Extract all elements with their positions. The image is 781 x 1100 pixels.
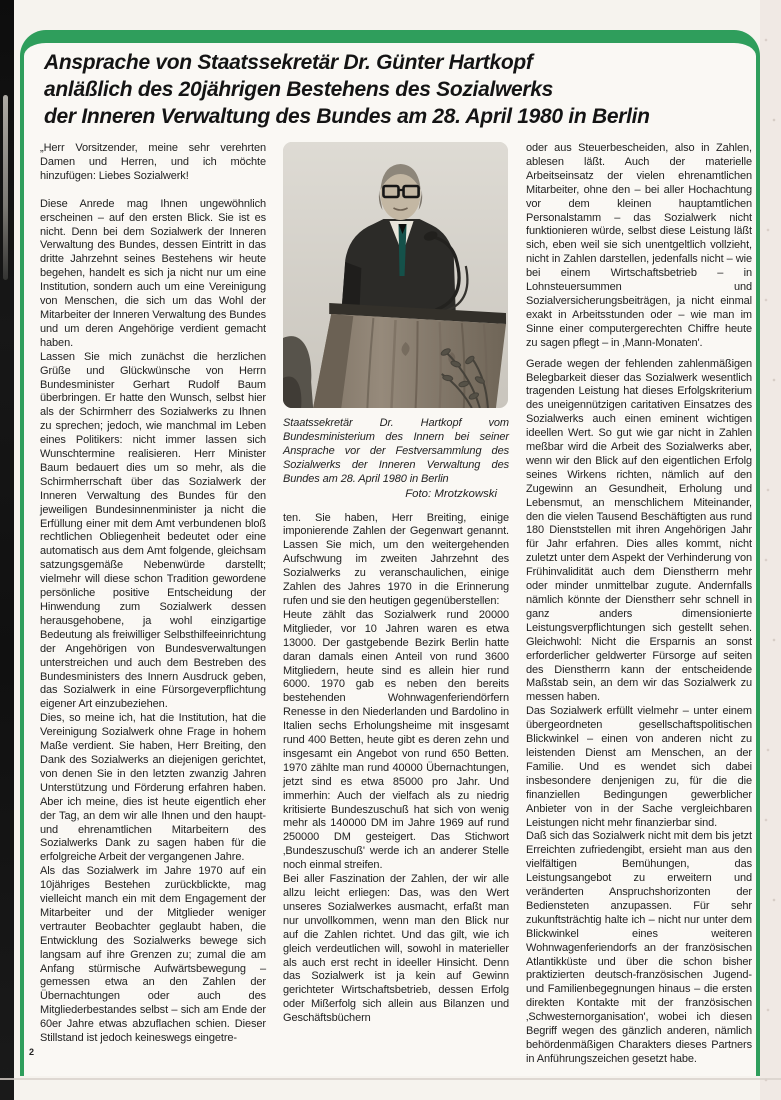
- article-paragraph: Dies, so meine ich, hat die Institution, hat die Vereinigung Sozialwerk ohne Frage in hohem Maße verdient. Sie haben, Herr Breiting, den Dank des Sozialwerks an diejenigen gerichtet, von denen Sie in den letzten zwanzig Jahren Unterstützung und Förderung erfahren haben. Aber ich meine, dies ist heute eigentlich eher der Tag, an dem wir alle Ihnen und den haupt- und ehrenamtlichen Mitarbeitern des Sozialwerks Dank zu sagen haben für die erfolgreiche Arbeit der vergangenen Jahre.: [40, 712, 266, 864]
- scan-right-margin: [760, 0, 781, 1100]
- page-title: [44, 49, 704, 130]
- speaker-photo-illustration: [283, 142, 508, 408]
- page-number: 2: [29, 1047, 35, 1057]
- article-paragraph: oder aus Steuerbescheiden, also in Zahlen, ablesen läßt. Auch der materielle Arbeitseinsatz der vielen ehrenamtlichen Mitarbeiter, ohne den – bei aller Hochachtung vor dem kleinen hauptamtlichen Personalstamm – das Sozialwerk nicht funktionieren würde, selbst diese Leistung läßt sich, eben weil sie sich unentgeltlich vollzieht, nicht in Zahlen darstellen, jedenfalls nicht – wie bei einem Wirtschaftsbetrieb – in Lohnsteuersummen und Sozialversicherungsbeiträgen, ja nicht einmal exakt in Arbeitsstunden oder – wie man im Sinne einer computergerechten Chiffre heute zu sagen pflegt – in ‚Mann-Monaten'.: [526, 142, 752, 349]
- article-paragraph: „Herr Vorsitzender, meine sehr verehrten Damen und Herren, und ich möchte hinzufügen: Liebes Sozialwerk!: [40, 142, 266, 182]
- photo-caption: Staatssekretär Dr. Hartkopf vom Bundesministerium des Innern bei seiner Ansprache vor der Festversammlung des Sozialwerks der Inneren Verwaltung des Bundes am 28. April 1980 in Berlin: [283, 417, 509, 485]
- article-paragraph: Diese Anrede mag Ihnen ungewöhnlich erscheinen – auf den ersten Blick. Sie ist es nicht. Denn bei dem Sozialwerk der Inneren Verwaltung des Bundes, dessen Eintritt in das dritte Jahrzehnt seines Bestehens wir heute begehen, handelt es sich ja nicht nur um eine Institution, sondern auch um eine Vereinigung von Menschen, die sich um das Wohl der Mitarbeiter der Inneren Verwaltung des Bundes und um deren Angehörige verdient gemacht haben.: [40, 197, 266, 349]
- article-column-middle: [283, 142, 509, 1092]
- speaker-photo: [283, 142, 508, 408]
- scan-edge-strip: [0, 0, 14, 1100]
- article-paragraph: Gerade wegen der fehlenden zahlenmäßigen Belegbarkeit dieser das Sozialwerk wesentlich tragenden Leistung hat dieses Erfolgskriterium des uneigennützigen caritativen Einsatzes des Sozialwerks auch einen eminent wichtigen ideellen Wert. So gut wie gar nicht in Zahlen meßbar wird die Arbeit des Sozialwerks aber, wenn wir den Blick auf den eigentlichen Erfolg seines Wirkens richten, nämlich auf den Zugewinn an Gesundheit, Erholung und Lebensmut, an menschlichem Miteinander, den die vielen Tausend Beschäftigten aus rund 180 Dienststellen mit ihren Angehörigen Jahr für Jahr erfahren. Dies alles kommt, nicht zuletzt unter dem Aspekt der Verhinderung von Frühinvalidität auch dem Dienstherrn mehr oder minder unmittelbar zugute. Andernfalls nämlich könnte der Dienstherr sehr schnell in ganz anders dimensionierte Leistungsverpflichtungen sich gestellt sehen. Gleichwohl: Nicht die Ersparnis an sonst erforderlicher geldwerter Fürsorge auf seiten des Dienstherrn kann der entscheidende Maßstab sein, an dem wir das Sozialwerk zu messen haben.: [526, 357, 752, 704]
- page-title-line-2: anläßlich des 20jährigen Bestehens des Sozialwerks: [44, 78, 554, 101]
- article-paragraph: Als das Sozialwerk im Jahre 1970 auf ein 10jähriges Bestehen zurückblickte, mag vielleicht manch ein mit dem Engagement der Mitarbeiter und der Mitglieder weniger vertrauter Beobachter geglaubt haben, die Entwicklung des Sozialwerks bewege sich langsam auf ihre Grenzen zu; zumal die am Anfang stürmische Aufwärtsbewegung – gemessen etwa an den Zahlen der Übernachtungen oder auch des Mitgliederbestandes selbst – sich am Ende der 60er Jahre etwas abzuflachen schien. Dieser Stillstand ist jedoch keineswegs eingetre-: [40, 865, 266, 1045]
- article-paragraph: Lassen Sie mich zunächst die herzlichen Grüße und Glückwünsche von Herrn Bundesminister Gerhart Rudolf Baum überbringen. Er hatte den Wunsch, selbst hier als der Schirmherr des Sozialwerks zu Ihnen zu sprechen; jedoch, wie manchmal im Leben eines Politikers: nicht immer lassen sich Wunschtermine realisieren. Herr Minister Baum bedauert dies um so mehr, als die Schirmherrschaft über das Sozialwerk der Inneren Verwaltung des Bundes für den jeweiligen Bundesinnenminister ja nicht die Erfüllung einer mit dem Amt verbundenen bloß rechtlichen Obliegenheit bedeutet oder eine automatisch aus dem Amt folgende, gleichsam satzungsgemäße Nebenwürde darstellt; vielmehr will diese schon Tradition gewordene persönliche positive Entscheidung der Hinwendung zum Sozialwerk dessen herausgehobene, ja wohl einzigartige Bedeutung als freiwilliger Selbsthilfeeinrichtung der Angehörigen von Bundesverwaltungen unterstreichen und auch dem Bestreben des Bundesministers des Innern Ausdruck geben, das Sozialwerk in eine Fürsorgeverpflichtung eigener Art einzubeziehen.: [40, 350, 266, 711]
- article-paragraph: ten. Sie haben, Herr Breiting, einige imponierende Zahlen der Gegenwart genannt. Lassen Sie mich, um den weitergehenden Aufschwung im zweiten Jahrzehnt des Sozialwerks zu veranschaulichen, einige Zahlen des Jahres 1970 in die Erinnerung rufen und sie den heutigen gegenüberstellen:: [283, 511, 509, 607]
- photo-credit: Foto: Mrotzkowski: [405, 487, 497, 500]
- page-title-line-1: Ansprache von Staatssekretär Dr. Günter Hartkopf: [44, 51, 533, 74]
- page-title-line-3: der Inneren Verwaltung des Bundes am 28. April 1980 in Berlin: [44, 105, 650, 128]
- article-paragraph: Daß sich das Sozialwerk nicht mit dem bis jetzt Erreichten zufriedengibt, ersieht man aus den vielfältigen Bemühungen, das Leistungsangebot zu erweitern und veränderten Anspruchshorizonten der Bediensteten anzupassen. Für sehr zukunftsträchtig halte ich – nicht nur unter dem Blickwinkel eines weiteren Wohnwagenferiendorfs an der französischen Atlantikküste und über die schon bisher praktizierten deutsch-französischen Jugend- und Familienbegegnungen hinaus – die ersten direkten Kontakte mit der französischen ‚Schwesternorganisation', wobei ich diesen Begriff wegen des gänzlich anderen, nämlich behördenmäßigen Charakters dieses Partners in Anführungszeichen gesetzt habe.: [526, 830, 752, 1065]
- article-paragraph: Heute zählt das Sozialwerk rund 20000 Mitglieder, vor 10 Jahren waren es etwa 13000. Der gastgebende Bezirk Berlin hatte daran damals einen Anteil von rund 3600 Mitgliedern, heute sind es allein hier rund 6000. 1970 gab es neben den bereits bestehenden Wohnwagenferiendörfern Renesse in den Niederlanden und Bardolino in Italien sechs Erholungsheime mit insgesamt rund 400 Betten, heute gibt es deren zehn und insgesamt ein Angebot von rund 650 Betten. 1970 zählte man rund 40000 Übernachtungen, jetzt sind es etwa 85000 pro Jahr. Und immerhin: Auch der vielfach als zu niedrig kritisierte Bundeszuschuß hat sich von wenig mehr als 140000 DM im Jahre 1969 auf rund 250000 DM gesteigert. Das Stichwort ‚Bundeszuschuß' werde ich an anderer Stelle noch einmal streifen.: [283, 608, 509, 872]
- article-paragraph: Bei aller Faszination der Zahlen, der wir alle allzu leicht erliegen: Das, was den Wert unseres Sozialwerkes ausmacht, erfaßt man nur unvollkommen, wenn man den Blick nur auf die Zahlen richtet. Und das gilt, wie ich gleich verdeutlichen will, sowohl in materieller als auch erst recht in ideeller Hinsicht. Denn das Sozialwerk ist ja kein auf Gewinn gerichteter Wirtschaftsbetrieb, dessen Erfolg oder Mißerfolg sich allein aus Bilanzen und Geschäftsbüchern: [283, 873, 509, 1025]
- article-body: [40, 142, 754, 1092]
- article-column-left: [40, 142, 266, 1092]
- article-column-right: [526, 142, 752, 1092]
- article-paragraph: Das Sozialwerk erfüllt vielmehr – unter einem übergeordneten gesellschaftspolitischen Blickwinkel – einen von anderen nicht zu leistenden Dienst am Menschen, an der Familie. Und es wendet sich dabei insbesondere denjenigen zu, für die die finanziellen Bedingungen gewerblicher Anbieter von in der Sache vergleichbaren Leistungen nicht mehr finanzierbar sind.: [526, 705, 752, 829]
- scan-streak: [3, 95, 8, 280]
